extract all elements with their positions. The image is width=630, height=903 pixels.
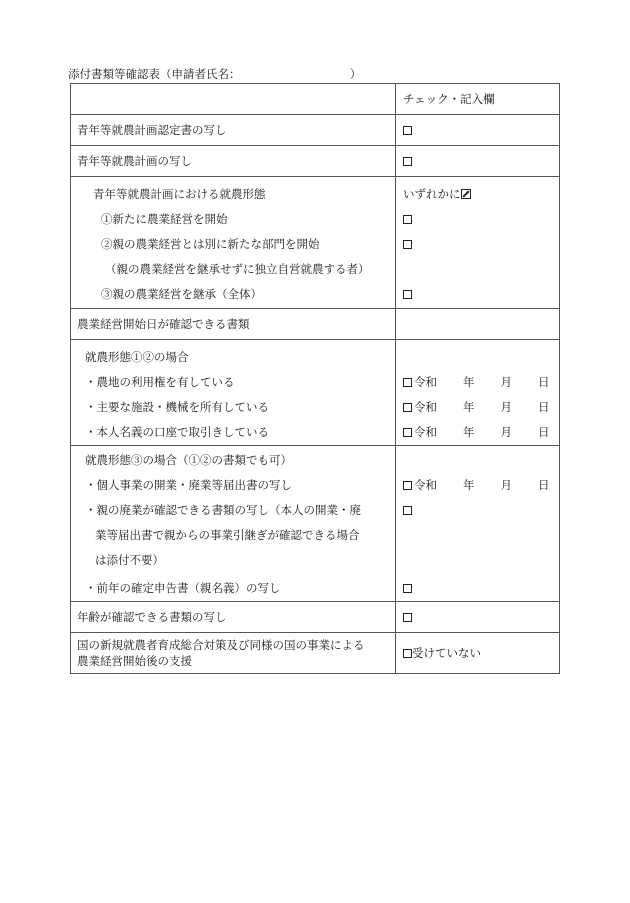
item-tax-return: ・前年の確定申告書（親名義）の写し — [85, 581, 281, 595]
item-farmland-rights: ・農地の利用権を有している — [85, 375, 235, 389]
row-label-certification-copy: 青年等就農計画認定書の写し — [77, 123, 227, 137]
header-blank-cell — [71, 84, 396, 115]
table-row — [71, 446, 560, 602]
checkbox-age-docs[interactable] — [403, 613, 412, 622]
date-field-facilities[interactable]: 令和 年 月 日 — [396, 395, 559, 420]
table-row — [71, 177, 560, 309]
item-parent-closure-l3: は添付不要） — [95, 553, 164, 567]
option-new-division: ②親の農業経営とは別に新たな部門を開始 — [101, 237, 320, 251]
date-field-farmland[interactable]: 令和 年 月 日 — [396, 370, 559, 395]
option-succession: ③親の農業経営を継承（全体） — [101, 287, 262, 301]
row-label-farming-form: 青年等就農計画における就農形態 — [93, 187, 266, 201]
option-new-farming: ①新たに農業経営を開始 — [101, 212, 228, 226]
select-one-label: いずれかに — [403, 187, 461, 201]
option-new-division-note: （親の農業経営を継承せずに独立自営就農する者） — [105, 262, 370, 276]
row-label-start-date-docs: 農業経営開始日が確認できる書類 — [77, 317, 250, 331]
row-label-age-docs: 年齢が確認できる書類の写し — [77, 610, 227, 624]
section-heading-form-1-2: 就農形態①②の場合 — [85, 350, 189, 364]
table-row — [71, 602, 560, 633]
row-label-plan-copy: 青年等就農計画の写し — [77, 154, 192, 168]
table-row — [71, 340, 560, 446]
checkbox-plan-copy[interactable] — [403, 157, 412, 166]
item-parent-closure-l2: 業等届出書で親からの事業引継ぎが確認できる場合 — [95, 528, 360, 542]
document-title: 添付書類等確認表（申請者氏名： ） — [68, 67, 362, 81]
checkbox-parent-closure[interactable] — [403, 506, 412, 515]
table-row — [71, 633, 560, 674]
row-label-national-support: 国の新規就農者育成総合対策及び同様の国の事業による 農業経営開始後の支援 — [77, 638, 365, 668]
item-facilities-owned: ・主要な施設・機械を所有している — [85, 400, 269, 414]
section-heading-form-3: 就農形態③の場合（①②の書類でも可） — [85, 453, 292, 467]
item-business-notice: ・個人事業の開業・廃業等届出書の写し — [85, 478, 292, 492]
attachment-checklist-table — [70, 83, 560, 674]
checkbox-not-received[interactable]: 受けていない — [396, 641, 559, 666]
table-row — [71, 146, 560, 177]
checkbox-new-farming[interactable] — [403, 215, 412, 224]
checkbox-succession[interactable] — [403, 290, 412, 299]
checkbox-certification-copy[interactable] — [403, 126, 412, 135]
item-own-account: ・本人名義の口座で取引きしている — [85, 425, 269, 439]
checkbox-new-division[interactable] — [403, 240, 412, 249]
table-row — [71, 115, 560, 146]
date-field-business-notice[interactable]: 令和 年 月 日 — [396, 473, 559, 498]
checked-box-icon[interactable] — [461, 189, 471, 199]
header-check-label: チェック・記入欄 — [403, 92, 495, 106]
item-parent-closure-l1: ・親の廃業が確認できる書類の写し（本人の開業・廃 — [85, 503, 361, 517]
header-check-column — [396, 84, 560, 115]
table-row — [71, 309, 560, 340]
checkbox-tax-return[interactable] — [403, 584, 412, 593]
table-header-row — [71, 84, 560, 115]
date-field-account[interactable]: 令和 年 月 日 — [396, 420, 559, 445]
